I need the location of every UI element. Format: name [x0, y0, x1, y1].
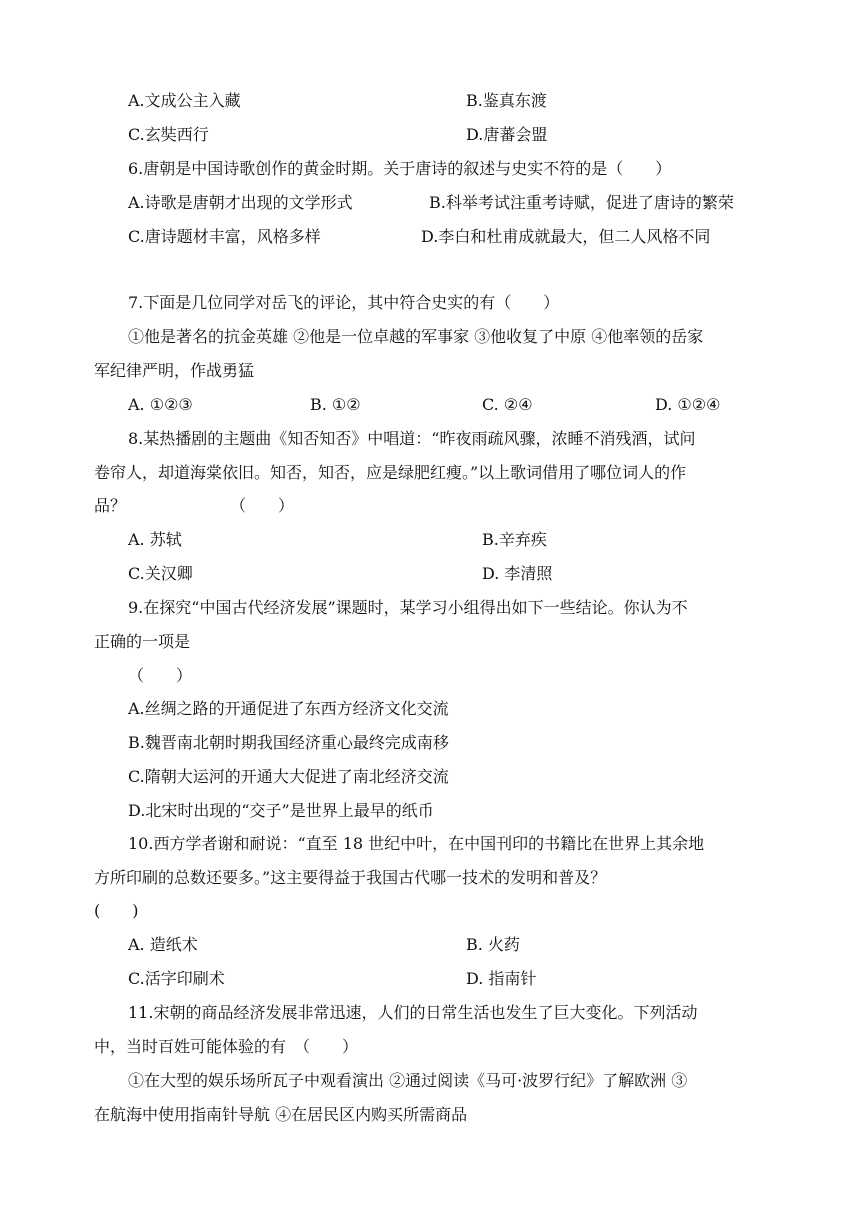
q9-option-a: A.丝绸之路的开通促进了东西方经济文化交流 — [128, 699, 449, 718]
q11-statements-line2: 在航海中使用指南针导航 ④在居民区内购买所需商品 — [94, 1105, 468, 1124]
q8-stem-line2: 卷帘人，却道海棠依旧。知否，知否，应是绿肥红瘦。”以上歌词借用了哪位词人的作 — [94, 463, 687, 482]
q6-option-a: A.诗歌是唐朝才出现的文学形式 — [128, 193, 353, 212]
q10-stem-line1: 10.西方学者谢和耐说：“直至 18 世纪中叶，在中国刊印的书籍比在世界上其余地 — [128, 834, 705, 853]
q10-option-d: D. 指南针 — [466, 969, 537, 988]
q8-option-d: D. 李清照 — [482, 564, 553, 583]
q7-stem: 7.下面是几位同学对岳飞的评论，其中符合史实的有（ ） — [128, 293, 560, 312]
q5-option-a: A.文成公主入藏 — [128, 91, 241, 110]
q9-stem-line1: 9.在探究“中国古代经济发展”课题时，某学习小组得出如下一些结论。你认为不 — [128, 598, 688, 617]
q5-option-b: B.鉴真东渡 — [466, 91, 547, 110]
q9-option-c: C.隋朝大运河的开通大大促进了南北经济交流 — [128, 767, 449, 786]
q10-option-c: C.活字印刷术 — [128, 969, 225, 988]
q9-option-b: B.魏晋南北朝时期我国经济重心最终完成南移 — [128, 733, 449, 752]
q8-stem-line1: 8.某热播剧的主题曲《知否知否》中唱道：“昨夜雨疏风骤，浓睡不消残酒，试问 — [128, 429, 696, 448]
q9-stem-line2: 正确的一项是 — [94, 632, 191, 651]
q11-stem-line1: 11.宋朝的商品经济发展非常迅速，人们的日常生活也发生了巨大变化。下列活动 — [128, 1003, 698, 1022]
q7-option-b: B. ①② — [310, 395, 361, 414]
q6-stem: 6.唐朝是中国诗歌创作的黄金时期。关于唐诗的叙述与史实不符的是（ ） — [128, 159, 672, 178]
q7-statements-line1: ①他是著名的抗金英雄 ②他是一位卓越的军事家 ③他收复了中原 ④他率领的岳家 — [128, 327, 704, 346]
q11-statements-line1: ①在大型的娱乐场所瓦子中观看演出 ②通过阅读《马可·波罗行纪》了解欧洲 ③ — [128, 1071, 688, 1090]
q8-option-a: A. 苏轼 — [128, 530, 182, 549]
q10-option-b: B. 火药 — [466, 935, 520, 954]
q8-option-b: B.辛弃疾 — [482, 530, 547, 549]
q6-option-d: D.李白和杜甫成就最大，但二人风格不同 — [421, 227, 711, 246]
q5-option-c: C.玄奘西行 — [128, 125, 209, 144]
q7-option-c: C. ②④ — [482, 395, 533, 414]
q10-option-a: A. 造纸术 — [128, 935, 198, 954]
q6-option-c: C.唐诗题材丰富，风格多样 — [128, 227, 321, 246]
q8-stem-line3: 品？ （ ） — [94, 496, 295, 515]
q8-option-c: C.关汉卿 — [128, 564, 193, 583]
q7-option-a: A. ①②③ — [128, 395, 193, 414]
q7-option-d: D. ①②④ — [655, 395, 721, 414]
q9-answer-paren: （ ） — [128, 666, 193, 685]
q10-stem-line2: 方所印刷的总数还要多。”这主要得益于我国古代哪一技术的发明和普及？ — [94, 868, 607, 887]
q7-statements-line2: 军纪律严明，作战勇猛 — [94, 361, 255, 380]
q11-stem-line2: 中，当时百姓可能体验的有 （ ） — [94, 1037, 359, 1056]
q9-option-d: D.北宋时出现的“交子”是世界上最早的纸币 — [128, 801, 434, 820]
q10-answer-paren: ( ) — [94, 901, 139, 920]
q5-option-d: D.唐蕃会盟 — [466, 125, 548, 144]
q6-option-b: B.科举考试注重考诗赋，促进了唐诗的繁荣 — [429, 193, 734, 212]
